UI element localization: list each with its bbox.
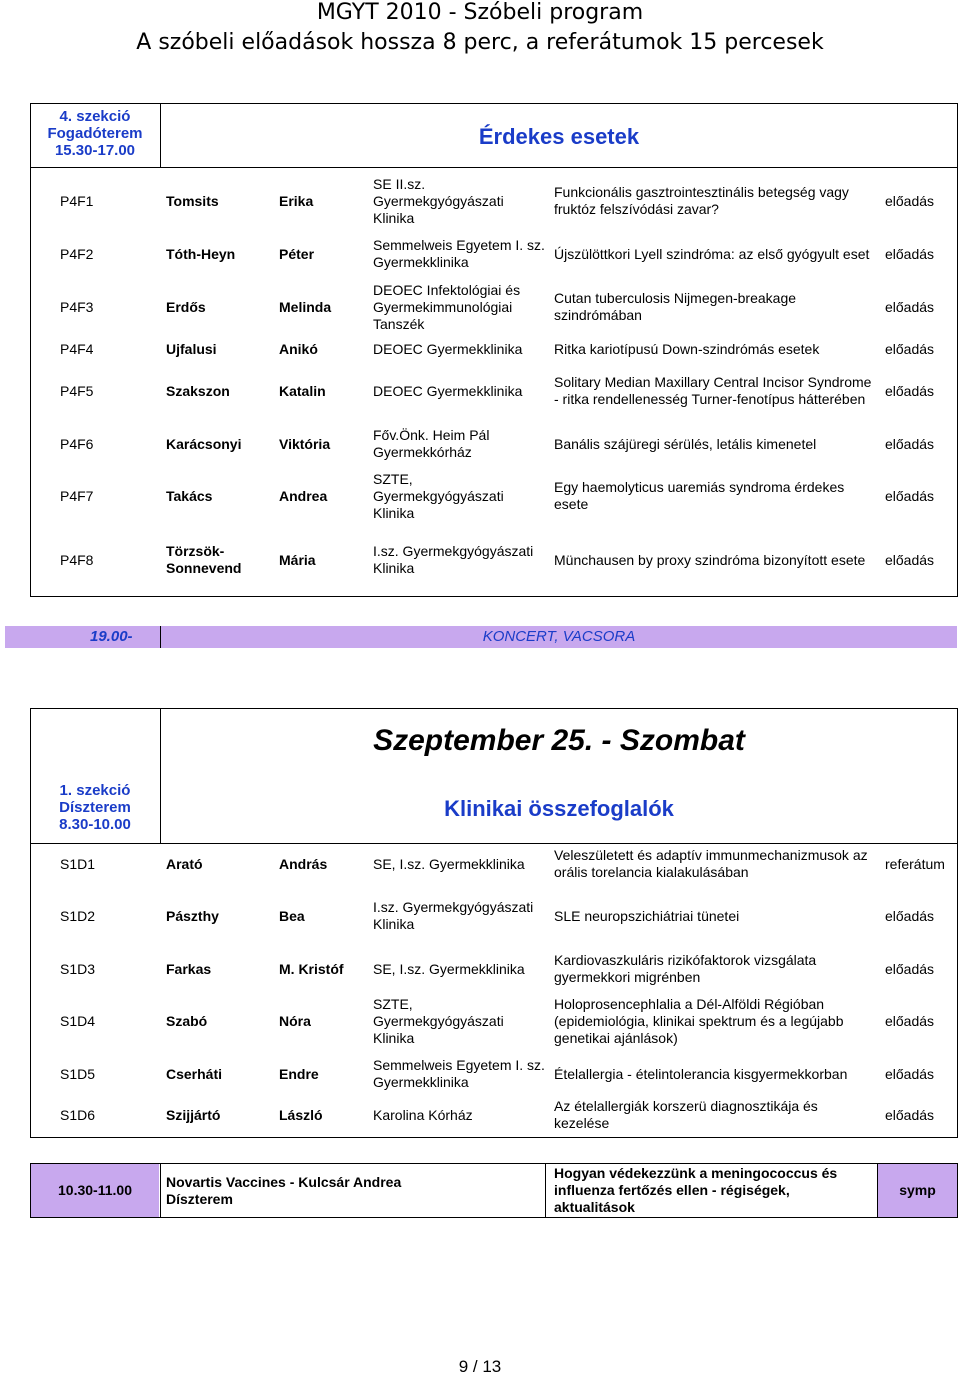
row-code: S1D5 (60, 1065, 96, 1082)
symposium-topic: Hogyan védekezzünk a meningococcus és influenza fertőzés ellen - régiségek, aktualitások (554, 1165, 838, 1215)
row-type: referátum (885, 855, 945, 872)
row-code: S1D6 (60, 1106, 96, 1123)
row-type: előadás (885, 551, 935, 568)
row-institution: Semmelweis Egyetem I. sz. Gyermekklinika (373, 1057, 545, 1090)
symposium-presenter-cell (166, 1164, 541, 1217)
row-code: P4F4 (60, 340, 94, 357)
saturday-section-label (30, 782, 160, 833)
row-last-name: Ujfalusi (166, 340, 217, 357)
day-title: Szeptember 25. - Szombat (373, 724, 745, 757)
row-last-name: Pászthy (166, 907, 219, 924)
row-topic: Kardiovaszkuláris rizikófaktorok vizsgálata gyermekkori migrénben (554, 952, 817, 985)
row-type: előadás (885, 192, 935, 209)
row-first-name: Anikó (279, 340, 318, 357)
row-last-name: Takács (166, 487, 213, 504)
row-topic: Ritka kariotípusú Down-szindrómás esetek (554, 340, 820, 357)
row-last-name: Szakszon (166, 382, 230, 399)
row-topic: Egy haemolyticus uaremiás syndroma érdekes esete (554, 479, 845, 512)
section4-label-line1: 4. szekció (59, 108, 131, 125)
row-code: P4F8 (60, 551, 94, 568)
row-last-name: Szijjártó (166, 1106, 221, 1123)
row-code: P4F5 (60, 382, 94, 399)
symposium-divider-2 (545, 1163, 546, 1218)
row-institution: SZTE, Gyermekgyógyászati Klinika (373, 995, 504, 1046)
row-first-name: Endre (279, 1065, 319, 1082)
row-topic: Újszülöttkori Lyell szindróma: az első gyógyult eset (554, 245, 870, 262)
document-title: MGYT 2010 - Szóbeli program (316, 0, 644, 25)
row-topic: Holoprosencephlalia a Dél-Alföldi Régióban (epidemiológia, klinikai spektrum és a legújabb genetikai ajánlások) (554, 995, 844, 1046)
row-institution: Semmelweis Egyetem I. sz. Gyermekklinika (373, 237, 545, 270)
row-institution: I.sz. Gyermekgyógyászati Klinika (373, 899, 534, 932)
row-code: P4F1 (60, 192, 94, 209)
row-first-name: M. Kristóf (279, 960, 344, 977)
row-type: előadás (885, 298, 935, 315)
row-institution: SZTE, Gyermekgyógyászati Klinika (373, 470, 504, 521)
row-code: S1D1 (60, 855, 96, 872)
row-last-name: Farkas (166, 960, 212, 977)
row-institution: Karolina Kórház (373, 1106, 473, 1123)
row-type: előadás (885, 1065, 935, 1082)
row-topic: Banális szájüregi sérülés, letális kimenetel (554, 435, 817, 452)
saturday-header-rule (30, 843, 958, 844)
row-code: P4F7 (60, 487, 94, 504)
row-institution: I.sz. Gyermekgyógyászati Klinika (373, 543, 534, 576)
row-first-name: Péter (279, 245, 315, 262)
row-first-name: Bea (279, 907, 305, 924)
section4-label-time: 15.30-17.00 (54, 142, 136, 159)
row-first-name: Mária (279, 551, 316, 568)
concert-time: 19.00- (90, 628, 133, 645)
row-type: előadás (885, 907, 935, 924)
row-first-name: Nóra (279, 1012, 311, 1029)
row-last-name: Cserháti (166, 1065, 223, 1082)
concert-label: KONCERT, VACSORA (482, 628, 636, 645)
row-last-name: Arató (166, 855, 203, 872)
row-last-name: Tóth-Heyn (166, 245, 236, 262)
saturday-label-room: Díszterem (59, 799, 131, 816)
row-institution: SE, I.sz. Gyermekklinika (373, 960, 525, 977)
row-topic: Ételallergia - ételintolerancia kisgyermekkorban (554, 1065, 848, 1082)
row-type: előadás (885, 435, 935, 452)
row-topic: Veleszületett és adaptív immunmechanizmusok az orális torelancia kialakulásában (554, 847, 868, 880)
row-first-name: László (279, 1106, 323, 1123)
document-subtitle: A szóbeli előadások hossza 8 perc, a referátumok 15 percesek (136, 30, 824, 55)
saturday-label-time: 8.30-10.00 (59, 816, 131, 833)
row-institution: DEOEC Gyermekklinika (373, 382, 523, 399)
row-code: S1D4 (60, 1012, 96, 1029)
symposium-presenter: Novartis Vaccines - Kulcsár Andrea (166, 1173, 402, 1190)
row-last-name: Tomsits (166, 192, 219, 209)
row-type: előadás (885, 245, 935, 262)
symposium-type: symp (899, 1182, 936, 1198)
page-number: 9 / 13 (458, 1357, 502, 1376)
row-first-name: Viktória (279, 435, 331, 452)
row-first-name: Katalin (279, 382, 326, 399)
row-first-name: Erika (279, 192, 314, 209)
section4-header-rule (30, 167, 958, 168)
section4-title: Érdekes esetek (478, 124, 640, 149)
row-topic: Münchausen by proxy szindróma bizonyított esete (554, 551, 866, 568)
row-type: előadás (885, 340, 935, 357)
symposium-divider-1 (160, 1163, 161, 1218)
row-institution: DEOEC Infektológiai és Gyermekimmunológiai Tanszék (373, 281, 521, 332)
row-type: előadás (885, 382, 935, 399)
row-code: P4F2 (60, 245, 94, 262)
row-code: P4F6 (60, 435, 94, 452)
row-type: előadás (885, 960, 935, 977)
section4-label-room: Fogadóterem (47, 125, 143, 142)
row-last-name: Törzsök-Sonnevend (166, 543, 242, 576)
row-institution: DEOEC Gyermekklinika (373, 340, 523, 357)
row-last-name: Karácsonyi (166, 435, 242, 452)
row-type: előadás (885, 1012, 935, 1029)
saturday-section-title: Klinikai összefoglalók (444, 796, 674, 821)
section4-label (30, 108, 160, 159)
symposium-time: 10.30-11.00 (58, 1182, 132, 1198)
row-topic: SLE neuropszichiátriai tünetei (554, 907, 740, 924)
row-topic: Cutan tuberculosis Nijmegen-breakage szindrómában (554, 290, 797, 323)
row-last-name: Szabó (166, 1012, 208, 1029)
row-first-name: Melinda (279, 298, 332, 315)
row-institution: Főv.Önk. Heim Pál Gyermekkórház (373, 427, 490, 460)
row-first-name: András (279, 855, 328, 872)
row-institution: SE II.sz. Gyermekgyógyászati Klinika (373, 175, 504, 226)
row-type: előadás (885, 1106, 935, 1123)
row-type: előadás (885, 487, 935, 504)
row-code: S1D2 (60, 907, 96, 924)
row-code: P4F3 (60, 298, 94, 315)
symposium-room: Díszterem (166, 1190, 233, 1207)
row-code: S1D3 (60, 960, 96, 977)
row-topic: Solitary Median Maxillary Central Incisor Syndrome - ritka rendellenesség Turner-fenotípus hátterében (554, 374, 872, 407)
row-institution: SE, I.sz. Gyermekklinika (373, 855, 525, 872)
row-topic: Funkcionális gasztrointesztinális betegség vagy fruktóz felszívódási zavar? (554, 184, 849, 217)
row-last-name: Erdős (166, 298, 206, 315)
row-first-name: Andrea (279, 487, 328, 504)
row-topic: Az ételallergiák korszerü diagnosztikája és kezelése (554, 1098, 818, 1131)
saturday-label-line1: 1. szekció (59, 782, 131, 799)
